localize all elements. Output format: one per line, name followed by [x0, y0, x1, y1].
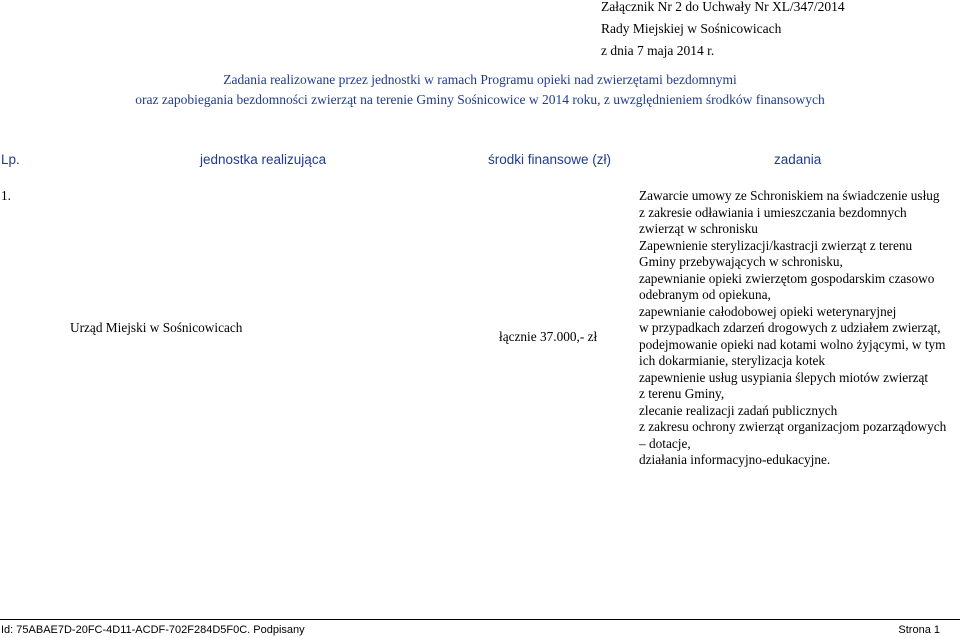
document-title-line1: Zadania realizowane przez jednostki w ramach Programu opieki nad zwierzętami bezdomnymi	[223, 72, 737, 87]
task-line: w przypadkach zdarzeń drogowych z udziałem zwierząt,	[639, 320, 941, 335]
task-line: zwierząt w schronisku	[639, 221, 758, 236]
task-line: podejmowanie opieki nad kotami wolno żyjącymi, w tym	[639, 336, 946, 352]
footer-page-number: Strona 1	[898, 624, 940, 636]
table-header-lp: Lp.	[1, 152, 20, 167]
table-header-funds: środki finansowe (zł)	[488, 152, 612, 167]
task-line: Gminy przebywających w schronisku,	[639, 254, 843, 269]
footer-divider	[0, 619, 960, 620]
document-title-line2: oraz zapobiegania bezdomności zwierząt na terenie Gminy Sośnicowice w 2014 roku, z uwzględnieniem środków finansowych	[135, 92, 825, 107]
task-line: zapewnienie usług usypiania ślepych miotów zwierząt	[639, 369, 929, 385]
task-line: zapewnianie opieki zwierzętom gospodarskim czasowo	[639, 270, 935, 286]
task-line: – dotacje,	[639, 435, 691, 451]
row-unit: Urząd Miejski w Sośnicowicach	[70, 320, 243, 335]
task-line: odebranym od opiekuna,	[639, 287, 771, 302]
footer-document-id: Id: 75ABAE7D-20FC-4D11-ACDF-702F284D5F0C. Podpisany	[1, 624, 305, 636]
task-line: z terenu Gminy,	[639, 386, 725, 401]
task-line: z zakresie odławiania i umieszczania bezdomnych	[639, 204, 907, 220]
task-line: Zawarcie umowy ze Schroniskiem na świadczenie usług	[639, 188, 940, 203]
attachment-header-line1: Załącznik Nr 2 do Uchwały Nr XL/347/2014	[601, 0, 845, 14]
task-line: zapewnianie całodobowej opieki weterynaryjnej	[639, 303, 897, 319]
task-line: zlecanie realizacji zadań publicznych	[639, 402, 838, 418]
row-lp: 1.	[1, 188, 11, 203]
task-line: ich dokarmianie, sterylizacja kotek	[639, 353, 826, 368]
task-line: z zakresu ochrony zwierząt organizacjom pozarządowych	[639, 419, 947, 434]
task-line: działania informacyjno-edukacyjne.	[639, 452, 831, 467]
attachment-header-line2: Rady Miejskiej w Sośnicowicach	[601, 21, 782, 36]
table-header-unit: jednostka realizująca	[200, 152, 327, 167]
row-funds: łącznie 37.000,- zł	[499, 329, 598, 344]
task-line: Zapewnienie sterylizacji/kastracji zwierząt z terenu	[639, 237, 913, 253]
row-tasks	[639, 188, 946, 469]
table-header-tasks: zadania	[774, 152, 822, 167]
attachment-header-line3: z dnia 7 maja 2014 r.	[601, 43, 715, 58]
